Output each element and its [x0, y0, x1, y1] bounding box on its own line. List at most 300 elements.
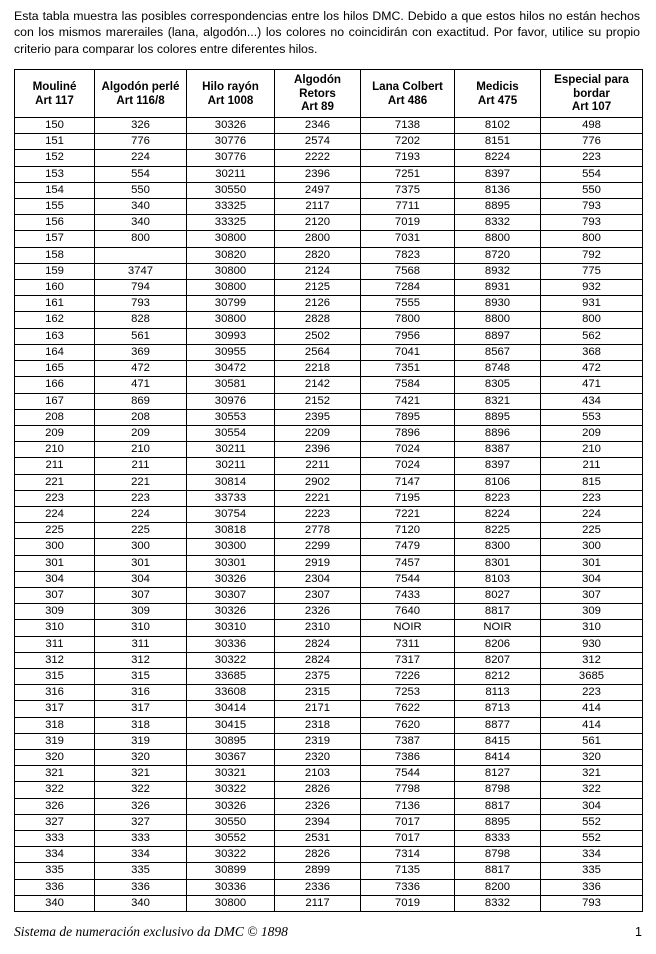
table-cell: 2346 [275, 118, 361, 134]
table-cell: 2310 [275, 620, 361, 636]
table-cell: 224 [95, 506, 187, 522]
table-cell: 224 [541, 506, 643, 522]
table-cell: 8102 [455, 118, 541, 134]
table-cell: 300 [15, 539, 95, 555]
table-cell: 8720 [455, 247, 541, 263]
table-cell: 30800 [187, 263, 275, 279]
table-cell: 320 [15, 749, 95, 765]
table-cell: 2326 [275, 604, 361, 620]
table-cell: 8321 [455, 393, 541, 409]
table-cell: 2899 [275, 863, 361, 879]
table-cell: 30550 [187, 814, 275, 830]
table-cell: 2307 [275, 587, 361, 603]
table-cell: 7421 [361, 393, 455, 409]
table-cell: 221 [95, 474, 187, 490]
table-cell: 2326 [275, 798, 361, 814]
table-cell: 161 [15, 296, 95, 312]
table-cell: 30800 [187, 312, 275, 328]
table-cell: 336 [95, 879, 187, 895]
table-cell: 8895 [455, 409, 541, 425]
table-row [15, 377, 643, 393]
table-cell: 311 [95, 636, 187, 652]
table-cell: 310 [15, 620, 95, 636]
table-cell: 7457 [361, 555, 455, 571]
column-header-title: Mouliné [32, 79, 77, 93]
table-cell: 7544 [361, 571, 455, 587]
table-cell: 7221 [361, 506, 455, 522]
table-cell: 8930 [455, 296, 541, 312]
table-row [15, 863, 643, 879]
table-cell: 33608 [187, 685, 275, 701]
table-cell: 7195 [361, 490, 455, 506]
table-cell: 2826 [275, 847, 361, 863]
table-cell: 30814 [187, 474, 275, 490]
table-row [15, 442, 643, 458]
table-cell: 30976 [187, 393, 275, 409]
table-cell: 7336 [361, 879, 455, 895]
table-cell: 2320 [275, 749, 361, 765]
table-row [15, 393, 643, 409]
table-cell: 315 [95, 668, 187, 684]
table-cell: 30552 [187, 830, 275, 846]
table-cell: 7375 [361, 182, 455, 198]
table-cell: 2824 [275, 652, 361, 668]
table-cell: 7800 [361, 312, 455, 328]
table-cell: 326 [15, 798, 95, 814]
table-cell: 163 [15, 328, 95, 344]
table-row [15, 604, 643, 620]
table-row [15, 523, 643, 539]
table-cell: 155 [15, 199, 95, 215]
table-cell: 554 [95, 166, 187, 182]
table-cell: 8224 [455, 506, 541, 522]
table-cell: 2820 [275, 247, 361, 263]
table-cell: 2336 [275, 879, 361, 895]
table-cell: 7041 [361, 344, 455, 360]
table-row [15, 344, 643, 360]
table-cell: 30472 [187, 361, 275, 377]
table-row [15, 782, 643, 798]
table-cell: 8798 [455, 847, 541, 863]
table-cell: 776 [541, 134, 643, 150]
column-header-art: Art 1008 [207, 93, 254, 107]
table-cell: 33325 [187, 215, 275, 231]
column-header-title: Algodón Retors [293, 73, 341, 100]
table-cell: 8817 [455, 863, 541, 879]
table-cell: 221 [15, 474, 95, 490]
table-cell: 340 [95, 895, 187, 911]
table-cell: 2919 [275, 555, 361, 571]
table-cell: 30326 [187, 604, 275, 620]
table-cell [95, 247, 187, 263]
table-cell: 7202 [361, 134, 455, 150]
table-cell: 30310 [187, 620, 275, 636]
table-row [15, 425, 643, 441]
table-row [15, 879, 643, 895]
table-cell: 8106 [455, 474, 541, 490]
table-cell: 8151 [455, 134, 541, 150]
table-cell: 8798 [455, 782, 541, 798]
table-cell: 8817 [455, 798, 541, 814]
table-cell: 30211 [187, 166, 275, 182]
table-cell: 30322 [187, 782, 275, 798]
table-cell: 317 [15, 701, 95, 717]
table-cell: 7711 [361, 199, 455, 215]
table-cell: 8800 [455, 312, 541, 328]
table-cell: 209 [15, 425, 95, 441]
column-header-5 [455, 70, 541, 118]
table-cell: 30993 [187, 328, 275, 344]
table-cell: 312 [95, 652, 187, 668]
table-cell: 8713 [455, 701, 541, 717]
table-cell: 434 [541, 393, 643, 409]
table-cell: 775 [541, 263, 643, 279]
table-cell: 165 [15, 361, 95, 377]
table-row [15, 474, 643, 490]
table-cell: 167 [15, 393, 95, 409]
table-cell: 3685 [541, 668, 643, 684]
table-cell: 414 [541, 717, 643, 733]
table-row [15, 328, 643, 344]
table-cell: 311 [15, 636, 95, 652]
table-row [15, 830, 643, 846]
table-cell: 153 [15, 166, 95, 182]
column-header-2 [187, 70, 275, 118]
table-cell: 7019 [361, 215, 455, 231]
table-cell: 2315 [275, 685, 361, 701]
table-cell: 30895 [187, 733, 275, 749]
table-cell: 312 [541, 652, 643, 668]
table-cell: 30800 [187, 280, 275, 296]
table-cell: 316 [95, 685, 187, 701]
table-cell: 2396 [275, 442, 361, 458]
table-cell: 7620 [361, 717, 455, 733]
table-cell: 30415 [187, 717, 275, 733]
table-cell: 471 [95, 377, 187, 393]
table-cell: 312 [15, 652, 95, 668]
table-cell: 33325 [187, 199, 275, 215]
table-cell: 7024 [361, 442, 455, 458]
table-cell: 333 [15, 830, 95, 846]
table-cell: 166 [15, 377, 95, 393]
table-cell: 8206 [455, 636, 541, 652]
table-cell: 30799 [187, 296, 275, 312]
table-cell: 30321 [187, 766, 275, 782]
table-cell: 309 [541, 604, 643, 620]
table-cell: 304 [95, 571, 187, 587]
page-number: 1 [635, 925, 642, 939]
table-row [15, 847, 643, 863]
table-cell: 319 [15, 733, 95, 749]
table-cell: 2318 [275, 717, 361, 733]
table-cell: 562 [541, 328, 643, 344]
table-cell: 304 [541, 798, 643, 814]
table-cell: 369 [95, 344, 187, 360]
table-cell: 322 [15, 782, 95, 798]
table-cell: 301 [15, 555, 95, 571]
table-cell: 7251 [361, 166, 455, 182]
table-cell: 336 [15, 879, 95, 895]
table-cell: 307 [541, 587, 643, 603]
table-cell: 30326 [187, 571, 275, 587]
table-cell: 327 [95, 814, 187, 830]
table-cell: 8332 [455, 895, 541, 911]
table-cell: 8300 [455, 539, 541, 555]
table-row [15, 587, 643, 603]
table-cell: 8223 [455, 490, 541, 506]
column-header-art: Art 116/8 [116, 93, 165, 107]
table-cell: 550 [541, 182, 643, 198]
table-cell: 316 [15, 685, 95, 701]
table-cell: 2531 [275, 830, 361, 846]
table-cell: 210 [95, 442, 187, 458]
table-cell: 8415 [455, 733, 541, 749]
table-cell: 8817 [455, 604, 541, 620]
table-cell: 8136 [455, 182, 541, 198]
table-cell: 30322 [187, 652, 275, 668]
table-cell: 304 [15, 571, 95, 587]
table-cell: 414 [541, 701, 643, 717]
table-cell: 326 [95, 798, 187, 814]
table-cell: 211 [95, 458, 187, 474]
table-cell: 472 [541, 361, 643, 377]
table-body [15, 118, 643, 912]
table-cell: 7017 [361, 814, 455, 830]
table-row [15, 182, 643, 198]
table-row [15, 458, 643, 474]
table-cell: 335 [95, 863, 187, 879]
table-cell: 335 [15, 863, 95, 879]
table-cell: 321 [15, 766, 95, 782]
table-cell: 7544 [361, 766, 455, 782]
intro-paragraph: Esta tabla muestra las posibles correspondencias entre los hilos DMC. Debido a que estos hilos no están hechos con los mismos marerailes (lana, algodón...) los colores no coincidirán con exactitud. Por favor, utilice su propio criterio para comparar los colores entre diferentes hilos. [14, 9, 640, 56]
table-cell: 800 [541, 312, 643, 328]
table-cell: 150 [15, 118, 95, 134]
table-row [15, 361, 643, 377]
table-cell: 553 [541, 409, 643, 425]
table-cell: 800 [541, 231, 643, 247]
table-cell: 8305 [455, 377, 541, 393]
table-cell: 30754 [187, 506, 275, 522]
table-cell: 334 [541, 847, 643, 863]
table-cell: 224 [15, 506, 95, 522]
table-cell: 2126 [275, 296, 361, 312]
table-cell: 154 [15, 182, 95, 198]
table-cell: 7019 [361, 895, 455, 911]
table-cell: 8225 [455, 523, 541, 539]
table-row [15, 199, 643, 215]
table-cell: 223 [541, 685, 643, 701]
table-cell: 7138 [361, 118, 455, 134]
table-cell: 30307 [187, 587, 275, 603]
table-cell: 8212 [455, 668, 541, 684]
footer-note: Sistema de numeración exclusivo da DMC © 1898 [14, 924, 288, 939]
table-cell: 2902 [275, 474, 361, 490]
table-cell: 7584 [361, 377, 455, 393]
table-cell: 793 [95, 296, 187, 312]
table-cell: 2218 [275, 361, 361, 377]
table-row [15, 668, 643, 684]
table-cell: 310 [541, 620, 643, 636]
table-cell: 776 [95, 134, 187, 150]
table-row [15, 506, 643, 522]
table-cell: 321 [95, 766, 187, 782]
table-cell: 2778 [275, 523, 361, 539]
table-cell: 7351 [361, 361, 455, 377]
table-row [15, 409, 643, 425]
table-cell: 30301 [187, 555, 275, 571]
column-header-art: Art 475 [477, 93, 518, 107]
table-cell: 307 [15, 587, 95, 603]
table-cell: 224 [95, 150, 187, 166]
table-cell: 157 [15, 231, 95, 247]
column-header-1 [95, 70, 187, 118]
table-cell: 2800 [275, 231, 361, 247]
table-cell: 2211 [275, 458, 361, 474]
table-cell: 30553 [187, 409, 275, 425]
column-header-title: Algodón perlé [101, 79, 180, 93]
table-cell: 8931 [455, 280, 541, 296]
table-cell: 2152 [275, 393, 361, 409]
table-cell: 156 [15, 215, 95, 231]
table-cell: 30776 [187, 150, 275, 166]
column-header-0 [15, 70, 95, 118]
table-cell: 162 [15, 312, 95, 328]
table-cell: 930 [541, 636, 643, 652]
table-cell: 8387 [455, 442, 541, 458]
table-cell: 7433 [361, 587, 455, 603]
table-row [15, 166, 643, 182]
table-cell: 3747 [95, 263, 187, 279]
column-header-art: Art 117 [35, 93, 74, 107]
table-cell: 30336 [187, 879, 275, 895]
table-cell: 322 [95, 782, 187, 798]
table-cell: 2826 [275, 782, 361, 798]
table-cell: 2304 [275, 571, 361, 587]
table-cell: 30818 [187, 523, 275, 539]
table-cell: 550 [95, 182, 187, 198]
table-cell: 335 [541, 863, 643, 879]
table-cell: 7120 [361, 523, 455, 539]
table-cell: 152 [15, 150, 95, 166]
table-cell: 8301 [455, 555, 541, 571]
table-cell: 931 [541, 296, 643, 312]
table-cell: 209 [541, 425, 643, 441]
table-cell: 552 [541, 814, 643, 830]
table-cell: 225 [95, 523, 187, 539]
table-cell: 30336 [187, 636, 275, 652]
table-cell: 301 [541, 555, 643, 571]
table-cell: 340 [95, 199, 187, 215]
table-cell: 2319 [275, 733, 361, 749]
table-cell: 8896 [455, 425, 541, 441]
table-cell: 208 [15, 409, 95, 425]
table-cell: 7135 [361, 863, 455, 879]
table-cell: 225 [15, 523, 95, 539]
table-cell: 8877 [455, 717, 541, 733]
table-cell: 30800 [187, 895, 275, 911]
table-row [15, 717, 643, 733]
table-row [15, 118, 643, 134]
table-cell: 7622 [361, 701, 455, 717]
table-row [15, 490, 643, 506]
table-cell: 8800 [455, 231, 541, 247]
table-cell: 223 [541, 490, 643, 506]
table-cell: 223 [95, 490, 187, 506]
table-cell: 8207 [455, 652, 541, 668]
table-cell: 561 [95, 328, 187, 344]
table-row [15, 701, 643, 717]
table-cell: 33733 [187, 490, 275, 506]
table-header [15, 70, 643, 118]
table-row [15, 134, 643, 150]
table-cell: 2564 [275, 344, 361, 360]
table-row [15, 555, 643, 571]
table-row [15, 685, 643, 701]
table-cell: 2171 [275, 701, 361, 717]
table-cell: 2117 [275, 199, 361, 215]
table-cell: 336 [541, 879, 643, 895]
table-cell: 304 [541, 571, 643, 587]
table-cell: 800 [95, 231, 187, 247]
table-cell: 210 [541, 442, 643, 458]
table-cell: 471 [541, 377, 643, 393]
table-cell: 552 [541, 830, 643, 846]
table-cell: 327 [15, 814, 95, 830]
table-cell: 8027 [455, 587, 541, 603]
table-cell: 30300 [187, 539, 275, 555]
table-cell: 8748 [455, 361, 541, 377]
table-cell: 794 [95, 280, 187, 296]
table-cell: 30776 [187, 134, 275, 150]
table-cell: 793 [541, 215, 643, 231]
table-row [15, 312, 643, 328]
table-cell: 300 [95, 539, 187, 555]
table-cell: 7284 [361, 280, 455, 296]
table-cell: 8932 [455, 263, 541, 279]
table-cell: 158 [15, 247, 95, 263]
table-row [15, 652, 643, 668]
table-cell: 301 [95, 555, 187, 571]
table-cell: 7024 [361, 458, 455, 474]
column-header-title: Especial para bordar [554, 73, 629, 100]
table-cell: 211 [15, 458, 95, 474]
table-cell: 318 [95, 717, 187, 733]
table-cell: 7314 [361, 847, 455, 863]
table-cell: 319 [95, 733, 187, 749]
table-row [15, 895, 643, 911]
table-row [15, 296, 643, 312]
table-cell: 828 [95, 312, 187, 328]
column-header-title: Lana Colbert [372, 79, 443, 93]
table-cell: 30211 [187, 442, 275, 458]
table-cell: 223 [541, 150, 643, 166]
table-cell: 30899 [187, 863, 275, 879]
table-cell: 2394 [275, 814, 361, 830]
column-header-6 [541, 70, 643, 118]
column-header-art: Art 107 [571, 100, 612, 114]
column-header-title: Medicis [476, 79, 519, 93]
table-cell: 7555 [361, 296, 455, 312]
table-cell: 33685 [187, 668, 275, 684]
table-cell: 7896 [361, 425, 455, 441]
table-cell: 315 [15, 668, 95, 684]
table-cell: 7193 [361, 150, 455, 166]
column-header-art: Art 486 [387, 93, 428, 107]
table-cell: 8895 [455, 199, 541, 215]
table-cell: 2117 [275, 895, 361, 911]
table-cell: 2502 [275, 328, 361, 344]
